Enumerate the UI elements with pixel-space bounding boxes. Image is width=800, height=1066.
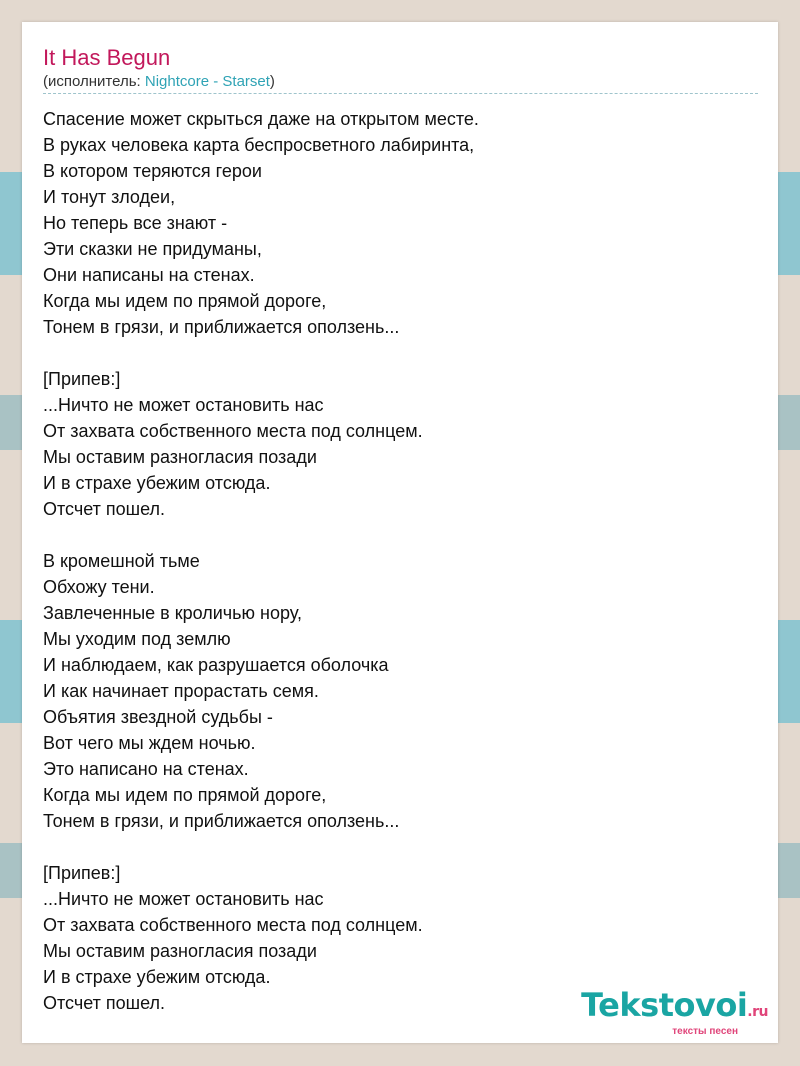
artist-prefix: (исполнитель: xyxy=(43,73,145,90)
lyric-line: Объятия звездной судьбы - xyxy=(43,707,273,727)
lyric-line: От захвата собственного места под солнцем. xyxy=(43,915,423,935)
lyric-line: [Припев:] xyxy=(43,863,121,883)
lyric-line: Отсчет пошел. xyxy=(43,993,165,1013)
site-logo[interactable] xyxy=(581,988,768,1037)
lyric-line: Когда мы идем по прямой дороге, xyxy=(43,785,327,805)
lyric-line: Отсчет пошел. xyxy=(43,499,165,519)
lyric-line: ...Ничто не может остановить нас xyxy=(43,889,324,909)
lyric-line xyxy=(43,522,758,548)
lyrics-text xyxy=(43,106,758,1016)
logo-tagline: тексты песен xyxy=(672,1026,738,1037)
lyric-line: И в страхе убежим отсюда. xyxy=(43,967,271,987)
lyric-line: В руках человека карта беспросветного лабиринта, xyxy=(43,135,475,155)
lyric-line: Эти сказки не придуманы, xyxy=(43,239,262,259)
lyric-line: Завлеченные в кроличью нору, xyxy=(43,603,303,623)
lyric-line: ...Ничто не может остановить нас xyxy=(43,395,324,415)
lyric-line: И наблюдаем, как разрушается оболочка xyxy=(43,655,389,675)
lyric-line: Когда мы идем по прямой дороге, xyxy=(43,291,327,311)
lyric-line: [Припев:] xyxy=(43,369,121,389)
lyric-line: Это написано на стенах. xyxy=(43,759,249,779)
lyric-line: И как начинает прорастать семя. xyxy=(43,681,319,701)
lyric-line: Они написаны на стенах. xyxy=(43,265,255,285)
lyric-line xyxy=(43,340,758,366)
divider xyxy=(43,93,758,94)
lyric-line: Мы оставим разногласия позади xyxy=(43,447,317,467)
lyric-line: Мы оставим разногласия позади xyxy=(43,941,317,961)
lyric-line: Но теперь все знают - xyxy=(43,213,228,233)
lyric-line: Тонем в грязи, и приближается оползень... xyxy=(43,811,400,831)
lyric-line: И в страхе убежим отсюда. xyxy=(43,473,271,493)
lyric-line: Тонем в грязи, и приближается оползень... xyxy=(43,317,400,337)
lyric-line: В кромешной тьме xyxy=(43,551,200,571)
lyric-line: Мы уходим под землю xyxy=(43,629,231,649)
lyrics-card xyxy=(22,22,778,1043)
lyric-line: Спасение может скрыться даже на открытом месте. xyxy=(43,109,479,129)
lyric-line: Обхожу тени. xyxy=(43,577,155,597)
lyric-line: В котором теряются герои xyxy=(43,161,262,181)
song-title: It Has Begun xyxy=(43,45,171,70)
lyric-line xyxy=(43,834,758,860)
artist-line xyxy=(43,72,275,92)
logo-text: Tekstovoi xyxy=(581,986,748,1024)
artist-link[interactable]: Nightcore - Starset xyxy=(144,73,270,90)
artist-suffix: ) xyxy=(269,73,275,90)
lyric-line: Вот чего мы ждем ночью. xyxy=(43,733,256,753)
logo-suffix: .ru xyxy=(747,1004,768,1020)
lyric-line: От захвата собственного места под солнцем. xyxy=(43,421,423,441)
lyric-line: И тонут злодеи, xyxy=(43,187,176,207)
